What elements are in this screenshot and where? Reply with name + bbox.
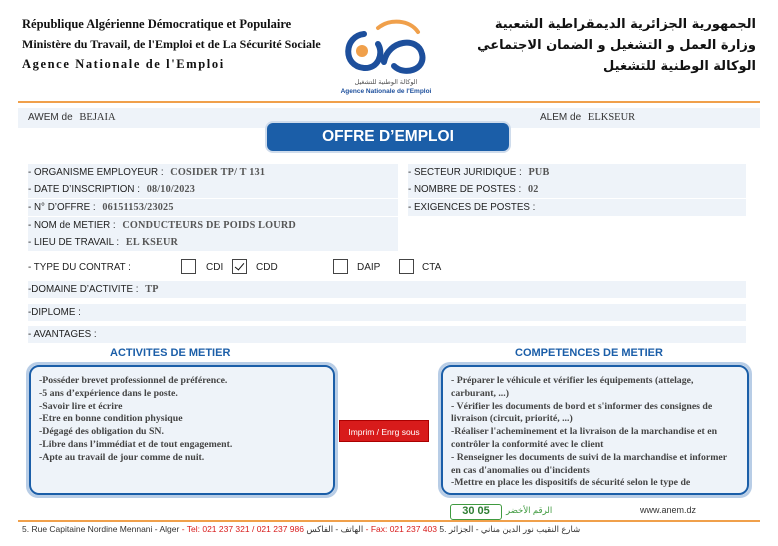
republic-ar: الجمهورية الجزائرية الديمقراطية الشعبية <box>494 17 756 32</box>
competences-line: - Renseigner les documents de suivi de la marchandise et informer en cas d'anomalies ou d'incidents <box>451 451 727 476</box>
offer-title: OFFRE D’EMPLOI <box>267 123 509 151</box>
ministry-ar: وزارة العمل و التشغيل و الضمان الاجتماعي <box>477 38 756 53</box>
exigences-row <box>408 199 746 216</box>
cdi-label: CDI <box>206 262 224 273</box>
offre-label: - N° D’OFFRE : <box>28 202 96 213</box>
logo-caption-ar: الوكالة الوطنية للتشغيل <box>354 79 418 86</box>
green-number-label: الرقم الأخضر <box>506 505 553 515</box>
cdd-checkbox[interactable] <box>232 259 247 274</box>
footer-divider <box>18 520 760 522</box>
metier-label: - NOM de METIER : <box>28 220 116 231</box>
activites-line: -Etre en bonne condition physique <box>39 413 183 425</box>
competences-box <box>441 365 749 495</box>
postes-value: 02 <box>527 184 539 195</box>
offre-value: 06151153/23025 <box>102 202 174 213</box>
avantages-row <box>28 326 746 343</box>
competences-line: -Mettre en place les dispositifs de sécurité selon le type de <box>451 477 691 489</box>
metier-row <box>28 217 398 234</box>
ministry-fr: Ministère du Travail, de l'Emploi et de La Sécurité Sociale <box>22 37 321 51</box>
organisme-value: COSIDER TP/ T 131 <box>170 167 266 178</box>
header-divider <box>18 101 760 103</box>
date-row <box>28 181 398 198</box>
competences-line: - Vérifier les documents de bord et s'informer des consignes de livraison (circuit, priorité, ...) <box>451 400 713 425</box>
address-fr: 5. Rue Capitaine Nordine Mennani - Alger <box>22 524 180 534</box>
cta-checkbox[interactable] <box>399 259 414 274</box>
exigences-label: - EXIGENCES DE POSTES : <box>408 202 536 213</box>
activites-line: -5 ans d’expérience dans le poste. <box>39 387 178 399</box>
avantages-label: - AVANTAGES : <box>28 329 97 340</box>
activites-box <box>29 365 335 495</box>
lieu-label: - LIEU DE TRAVAIL : <box>28 237 120 248</box>
header-right <box>477 14 756 77</box>
republic-fr: République Algérienne Démocratique et Populaire <box>22 17 292 31</box>
postes-row <box>408 181 746 198</box>
logo-caption-fr: Agence Nationale de l'Emploi <box>340 88 432 95</box>
organisme-label: - ORGANISME EMPLOYEUR : <box>28 167 164 178</box>
contrat-label: - TYPE DU CONTRAT : <box>28 262 131 273</box>
metier-value: CONDUCTEURS DE POIDS LOURD <box>122 220 296 231</box>
phone-labels-ar: الهاتف - الفاكس <box>306 524 364 534</box>
cta-label: CTA <box>422 262 442 273</box>
website-link[interactable]: www.anem.dz <box>639 505 696 515</box>
diplome-label: -DIPLOME : <box>28 307 81 318</box>
cdd-label: CDD <box>256 262 278 273</box>
alem-value: ELKSEUR <box>587 112 636 123</box>
offre-row <box>28 199 398 216</box>
competences-title: COMPETENCES DE METIER <box>515 347 663 359</box>
logo-caption <box>326 78 446 96</box>
daip-label: DAIP <box>357 262 381 273</box>
competences-line: - Préparer le véhicule et vérifier les équipements (attelage, carburant, ...) <box>451 375 694 399</box>
postes-label: - NOMBRE DE POSTES : <box>408 184 522 195</box>
address-ar: 5. شارع النقيب نور الدين مناني - الجزائر <box>439 524 581 534</box>
alem-field <box>540 108 635 128</box>
domaine-value: TP <box>145 284 159 295</box>
domaine-label: -DOMAINE D’ACTIVITE : <box>28 284 139 295</box>
activites-title: ACTIVITES DE METIER <box>110 347 231 359</box>
alem-label: ALEM de <box>540 112 582 123</box>
awem-label: AWEM de <box>28 112 73 123</box>
activites-line: -Apte au travail de jour comme de nuit. <box>39 451 205 463</box>
agency-fr: Agence Nationale de l'Emploi <box>22 57 225 71</box>
green-number: 30 05 <box>450 504 502 520</box>
lieu-row <box>28 234 398 251</box>
check-icon <box>235 260 245 270</box>
diplome-row <box>28 304 746 321</box>
domaine-row <box>28 281 746 298</box>
agency-ar: الوكالة الوطنية للتشغيل <box>603 59 756 74</box>
print-save-button[interactable]: Imprim / Enrg sous <box>339 420 429 442</box>
activites-line: -Savoir lire et écrire <box>39 400 123 412</box>
activites-line: -Posséder brevet professionnel de préférence. <box>39 375 228 386</box>
footer-address <box>22 524 580 535</box>
activites-line: -Libre dans l’immédiat et de tout engagement. <box>39 438 233 450</box>
cdi-checkbox[interactable] <box>181 259 196 274</box>
organisme-row <box>28 164 398 181</box>
fax-number: - Fax: 021 237 403 <box>365 524 437 534</box>
lieu-value: EL KSEUR <box>125 237 179 248</box>
secteur-row <box>408 164 746 181</box>
activites-line: -Dégagé des obligation du SN. <box>39 426 164 438</box>
secteur-value: PUB <box>528 167 550 178</box>
awem-field <box>28 108 116 128</box>
date-value: 08/10/2023 <box>146 184 196 195</box>
awem-value: BEJAIA <box>79 112 116 123</box>
daip-checkbox[interactable] <box>333 259 348 274</box>
date-label: - DATE D’INSCRIPTION : <box>28 184 140 195</box>
competences-line: -Réaliser l'acheminement et la livraison de la marchandise et en contrôler la conformité avec le client <box>451 426 718 450</box>
secteur-label: - SECTEUR JURIDIQUE : <box>408 167 522 178</box>
header-left <box>22 14 321 74</box>
phone-numbers: - Tel: 021 237 321 / 021 237 986 <box>181 524 304 534</box>
